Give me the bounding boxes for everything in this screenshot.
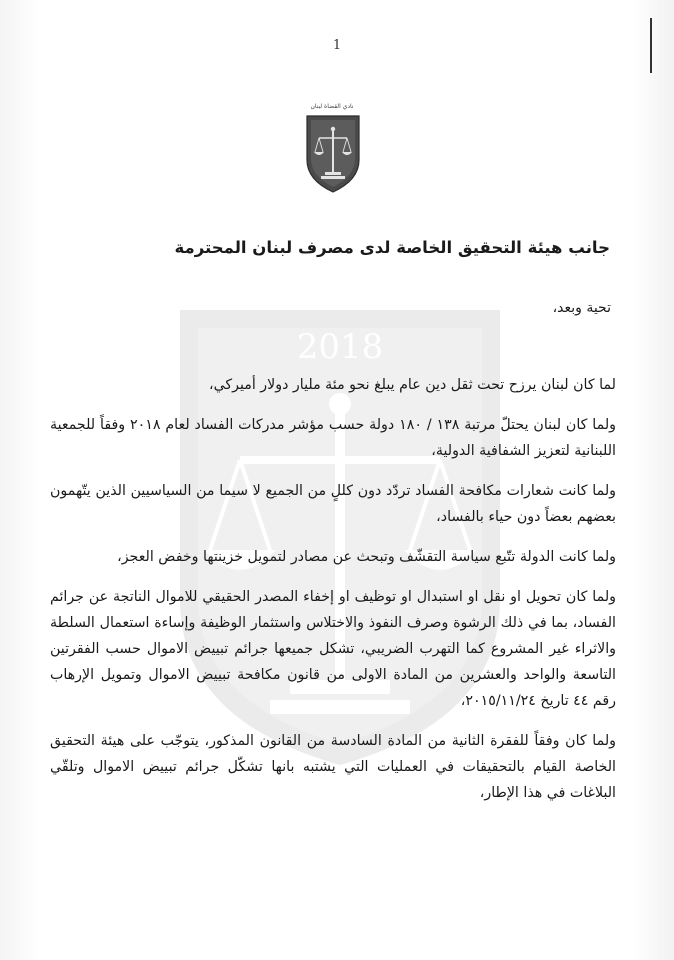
page-number: 1 (332, 38, 342, 53)
body-paragraph: ولما كانت شعارات مكافحة الفساد تردّد دون كللٍ من الجميع لا سيما من السياسيين الذين يتّهمون بعضهم بعضاً دون حياء بالفساد، (50, 483, 616, 525)
body-paragraph: ولما كان لبنان يحتلّ مرتبة ١٣٨ / ١٨٠ دولة حسب مؤشر مدركات الفساد لعام ٢٠١٨ وفقاً للجمعية اللبنانية لتعزيز الشفافية الدولية، (50, 417, 616, 459)
body-paragraph: لما كان لبنان يرزح تحت ثقل دين عام يبلغ نحو مئة مليار دولار أميركي، (208, 377, 616, 393)
scan-edge-line (650, 18, 652, 73)
letter-addressee: جانب هيئة التحقيق الخاصة لدى مصرف لبنان المحترمة (174, 238, 610, 257)
body-paragraph: ولما كان تحويل او نقل او استبدال او توظيف او إخفاء المصدر الحقيقي للاموال الناتجة عن جرائم الفساد، بما في ذلك الرشوة وصرف النفوذ والاختلاس واستثمار الوظيفة وإساءة استعمال السلطة والاثراء غير المشروع كما التهرب الضريبي، تشكل جميعها جرائم تبييض الاموال حسب الفقرتين التاسعة والواحد والعشرين من المادة الاولى من قانون مكافحة تبييض الاموال وتمويل الإرهاب رقم ٤٤ تاريخ ٢٠١٥/١١/٢٤، (50, 589, 616, 709)
letter-greeting: تحية وبعد، (552, 300, 611, 316)
body-paragraph: ولما كان وفقاً للفقرة الثانية من المادة السادسة من القانون المذكور، يتوجّب على هيئة التحقيق الخاصة القيام بالتحقيقات في العمليات التي يشتبه بانها تشكّل جرائم تبييض الاموال وتلقّي البلاغات في هذا الإطار، (50, 733, 616, 801)
watermark-year: 2018 (296, 327, 384, 367)
logo-caption: نادي القضاة لبنان (310, 103, 354, 110)
scales-of-justice-emblem-icon (293, 102, 373, 194)
body-paragraph: ولما كانت الدولة تتّبع سياسة التقشّف وتبحث عن مصادر لتمويل خزينتها وخفض العجز، (117, 549, 616, 565)
letter-body (50, 372, 616, 820)
